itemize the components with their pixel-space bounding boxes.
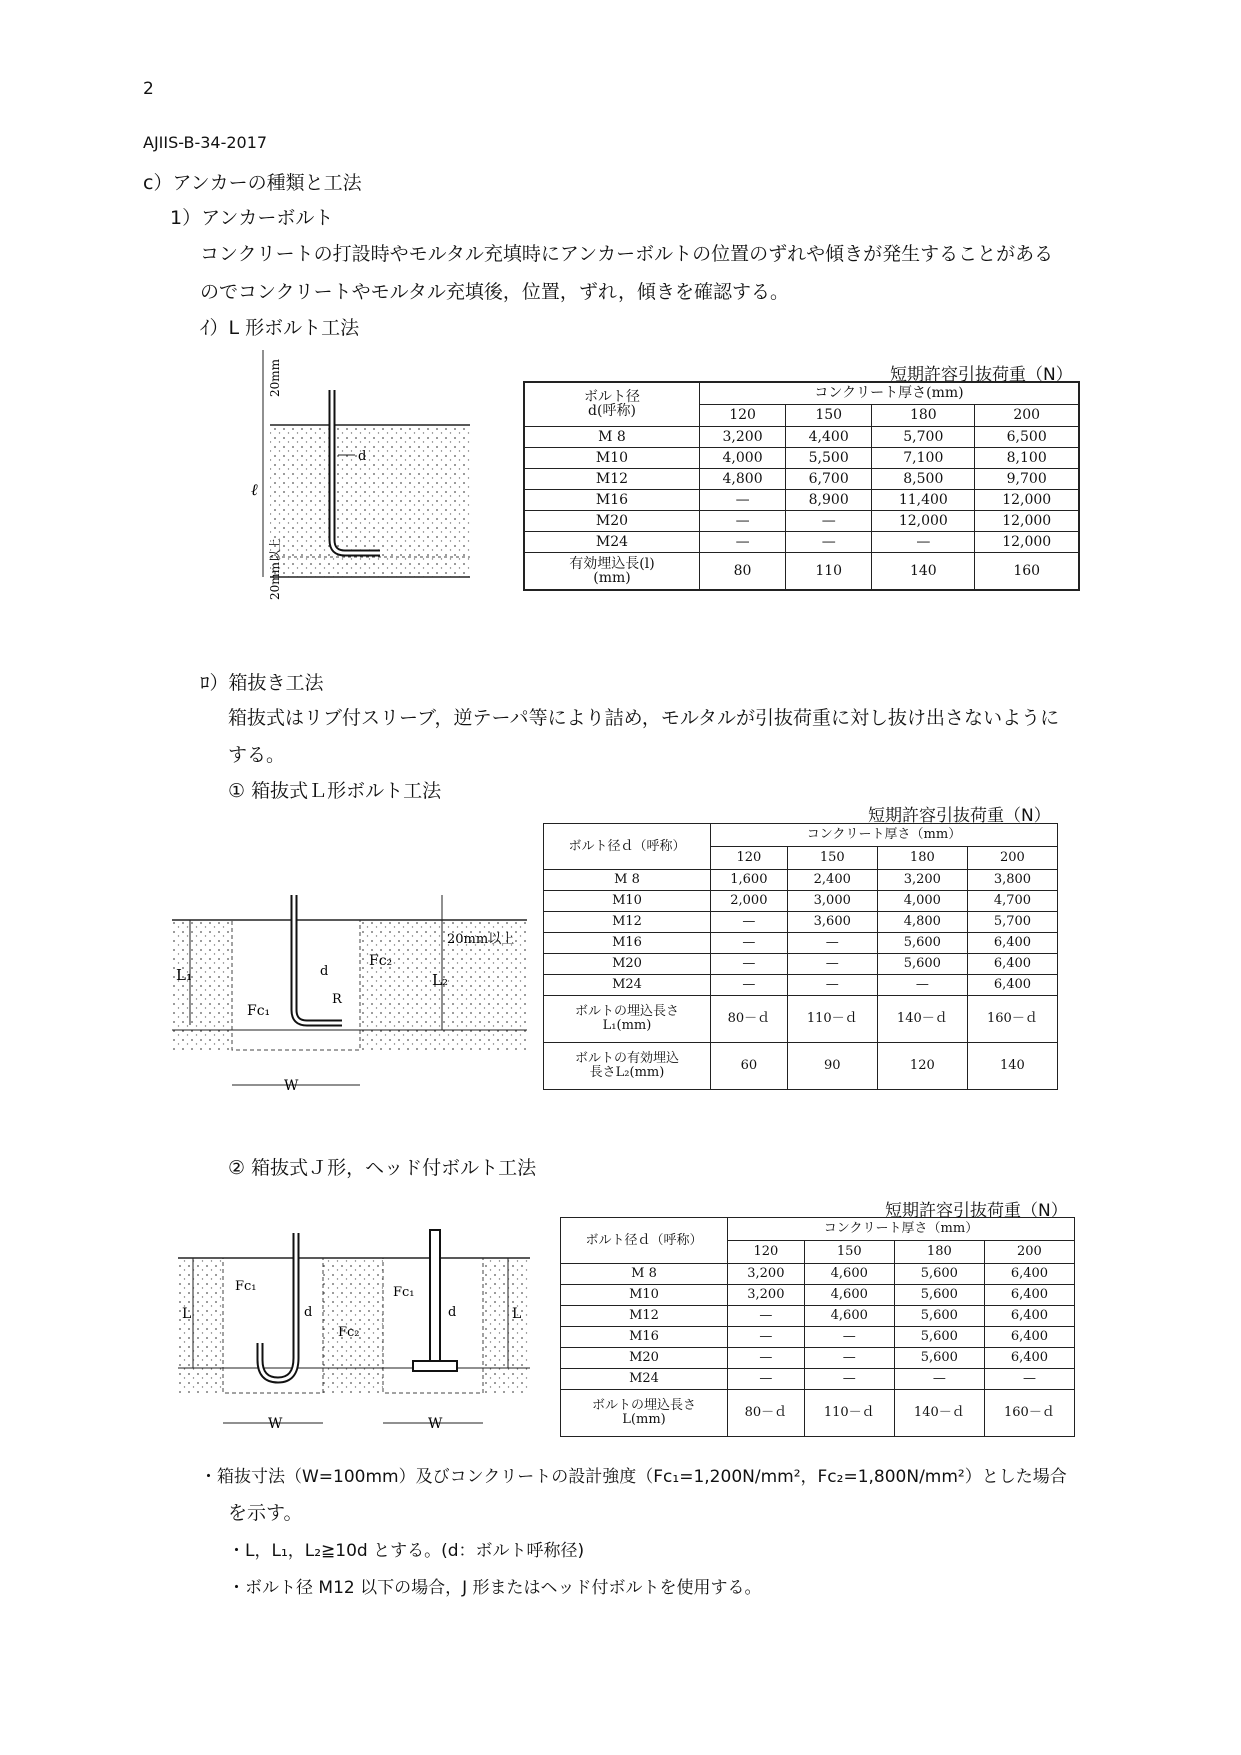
table3-cell: 6,400 <box>984 1306 1074 1327</box>
table1-cell: M 8 <box>524 426 700 447</box>
table2-cell: 5,600 <box>877 933 967 954</box>
table2-cell: M 8 <box>544 870 711 891</box>
table1-group-header: コンクリート厚さ(mm) <box>700 382 1080 404</box>
table1-col-header: 180 <box>872 404 975 426</box>
note-line: ・L，L₁，L₂≧10d とする。(d：ボルト呼称径) <box>228 1541 585 1561</box>
table1-cell: — <box>700 489 786 510</box>
table2-cell: — <box>711 975 788 996</box>
table3-cell: 3,200 <box>728 1264 805 1285</box>
table1-cell: 8,100 <box>975 447 1079 468</box>
table2-foot-cell: 160－ｄ <box>967 996 1057 1043</box>
table1-cell: — <box>700 531 786 552</box>
paragraph-line: コンクリートの打設時やモルタル充填時にアンカーボルトの位置のずれや傾きが発生することがある <box>200 243 1054 265</box>
l2-label: L₂ <box>432 971 448 989</box>
table1-row <box>524 468 1079 489</box>
table3-bolt-header: ボルト径ｄ（呼称） <box>561 1218 728 1264</box>
table1-row <box>524 426 1079 447</box>
table2-cell: 2,000 <box>711 891 788 912</box>
table2-cell: 4,800 <box>877 912 967 933</box>
table2-cell: — <box>877 975 967 996</box>
table2-row <box>544 912 1058 933</box>
radius-label: R <box>332 992 342 1007</box>
boxout-l-bolt-figure <box>172 875 532 1105</box>
table1-row <box>524 447 1079 468</box>
table3-cell: 4,600 <box>804 1285 894 1306</box>
table1-cell: 4,000 <box>700 447 786 468</box>
table3-cell: 4,600 <box>804 1264 894 1285</box>
table2-cell: 3,600 <box>787 912 877 933</box>
table3 <box>560 1217 1075 1437</box>
table1-cell: 12,000 <box>872 510 975 531</box>
bottom-dim-label: 20mm以上 <box>268 537 282 600</box>
table2-title: 短期許容引抜荷重（N） <box>868 806 1051 826</box>
table3-col-header: 200 <box>984 1241 1074 1264</box>
table3-cell: — <box>984 1369 1074 1390</box>
table3-col-header: 120 <box>728 1241 805 1264</box>
table1-foot-cell: 140 <box>872 552 975 590</box>
diameter-label: d <box>358 449 367 464</box>
table2-foot-cell: 120 <box>877 1043 967 1090</box>
table1-cell: 12,000 <box>975 489 1079 510</box>
table2-cell: 4,000 <box>877 891 967 912</box>
length-label: ℓ <box>251 480 258 499</box>
fc2-label: Fc₂ <box>369 953 393 969</box>
method-heading: ﾛ）箱抜き工法 <box>200 672 324 694</box>
fc2-label: Fc₂ <box>338 1325 360 1340</box>
table3-cell: M 8 <box>561 1264 728 1285</box>
table1-title: 短期許容引抜荷重（N） <box>890 365 1073 385</box>
table3-cell: 3,200 <box>728 1285 805 1306</box>
table2-cell: — <box>711 933 788 954</box>
table3-cell: M20 <box>561 1348 728 1369</box>
table2-cell: — <box>787 975 877 996</box>
table3-cell: 5,600 <box>894 1306 984 1327</box>
fc1-label: Fc₁ <box>235 1279 257 1294</box>
table1-cell: 6,500 <box>975 426 1079 447</box>
table1-cell: 3,200 <box>700 426 786 447</box>
table2-cell: 6,400 <box>967 954 1057 975</box>
table2-cell: 3,000 <box>787 891 877 912</box>
method-heading: ｲ）L 形ボルト工法 <box>200 317 360 339</box>
table3-cell: 5,600 <box>894 1264 984 1285</box>
table1-cell: 8,500 <box>872 468 975 489</box>
table2-bolt-header: ボルト径ｄ（呼称） <box>544 824 711 870</box>
table1-cell: M10 <box>524 447 700 468</box>
note-line: を示す。 <box>228 1502 303 1524</box>
table2-row <box>544 954 1058 975</box>
table2-row <box>544 975 1058 996</box>
table1-cell: — <box>786 531 872 552</box>
table3-row <box>561 1369 1075 1390</box>
table2-row <box>544 933 1058 954</box>
table3-cell: — <box>894 1369 984 1390</box>
table1-cell: 11,400 <box>872 489 975 510</box>
table2-cell: 1,600 <box>711 870 788 891</box>
table1-cell: 4,800 <box>700 468 786 489</box>
top-dim-label: 20mm以上 <box>447 932 515 947</box>
paragraph-line: 箱抜式はリブ付スリーブ，逆テーパ等により詰め，モルタルが引抜荷重に対し抜け出さないように <box>228 707 1060 729</box>
table1-cell: M12 <box>524 468 700 489</box>
table1-cell: 7,100 <box>872 447 975 468</box>
table3-row <box>561 1327 1075 1348</box>
table2-cell: M20 <box>544 954 711 975</box>
table3-cell: — <box>804 1369 894 1390</box>
width-label: W <box>268 1416 283 1432</box>
table3-foot-cell: 80－ｄ <box>728 1390 805 1437</box>
table2-cell: 5,700 <box>967 912 1057 933</box>
paragraph-line: する。 <box>228 744 286 766</box>
table3-cell: M16 <box>561 1327 728 1348</box>
table2-col-header: 120 <box>711 847 788 870</box>
table2-cell: — <box>787 954 877 975</box>
l1-label: L₁ <box>176 966 192 984</box>
subsection-heading: 1）アンカーボルト <box>170 207 334 229</box>
table1-cell: 5,700 <box>872 426 975 447</box>
table3-cell: 4,600 <box>804 1306 894 1327</box>
table3-foot-cell: 110－ｄ <box>804 1390 894 1437</box>
table1-cell: — <box>872 531 975 552</box>
width-label: W <box>284 1078 299 1094</box>
table1-row <box>524 510 1079 531</box>
table2-cell: — <box>711 954 788 975</box>
diameter-label: d <box>448 1305 457 1320</box>
table2-foot-cell: 60 <box>711 1043 788 1090</box>
table2-cell: 6,400 <box>967 975 1057 996</box>
bolt-head-plate <box>413 1361 457 1371</box>
table2-foot-cell: 140 <box>967 1043 1057 1090</box>
fc1-label: Fc₁ <box>393 1285 415 1300</box>
table1-cell: 5,500 <box>786 447 872 468</box>
table3-cell: M10 <box>561 1285 728 1306</box>
table2-cell: M12 <box>544 912 711 933</box>
table3-cell: — <box>804 1348 894 1369</box>
table1-cell: — <box>786 510 872 531</box>
fc1-label: Fc₁ <box>247 1003 271 1019</box>
paragraph-line: のでコンクリートやモルタル充填後，位置，ずれ，傾きを確認する。 <box>200 281 790 303</box>
table1-row <box>524 489 1079 510</box>
table2-cell: 5,600 <box>877 954 967 975</box>
table3-row <box>561 1264 1075 1285</box>
table3-col-header: 180 <box>894 1241 984 1264</box>
table3-cell: — <box>728 1348 805 1369</box>
table2-cell: 2,400 <box>787 870 877 891</box>
table2-foot-label: ボルトの埋込長さ L₁(mm) <box>544 996 711 1043</box>
table2-cell: M10 <box>544 891 711 912</box>
table1-row <box>524 531 1079 552</box>
table3-cell: 6,400 <box>984 1264 1074 1285</box>
table2-cell: M24 <box>544 975 711 996</box>
table2-cell: — <box>711 912 788 933</box>
item-heading: ① 箱抜式Ｌ形ボルト工法 <box>228 780 442 802</box>
table2-cell: 3,800 <box>967 870 1057 891</box>
table1-foot-cell: 80 <box>700 552 786 590</box>
table3-foot-label: ボルトの埋込長さ L(mm) <box>561 1390 728 1437</box>
table1-foot-cell: 160 <box>975 552 1079 590</box>
table2-foot-cell: 140－ｄ <box>877 996 967 1043</box>
table2-cell: — <box>787 933 877 954</box>
table2-foot-cell: 90 <box>787 1043 877 1090</box>
table3-row <box>561 1285 1075 1306</box>
table1-foot-label: 有効埋込長(l) (mm) <box>524 552 700 590</box>
table1-foot-cell: 110 <box>786 552 872 590</box>
table2-foot-cell: 110－ｄ <box>787 996 877 1043</box>
table2-cell: 3,200 <box>877 870 967 891</box>
table3-cell: 6,400 <box>984 1285 1074 1306</box>
table1 <box>523 381 1080 591</box>
table3-cell: — <box>728 1306 805 1327</box>
table1-bolt-header: ボルト径 d(呼称) <box>524 382 700 426</box>
table1-cell: — <box>700 510 786 531</box>
note-line: ・ボルト径 M12 以下の場合，J 形またはヘッド付ボルトを使用する。 <box>228 1578 762 1598</box>
table3-col-header: 150 <box>804 1241 894 1264</box>
headed-bolt-shape <box>430 1230 440 1368</box>
length-label: L <box>182 1306 192 1322</box>
table3-cell: 5,600 <box>894 1285 984 1306</box>
table2 <box>543 823 1058 1090</box>
table1-col-header: 200 <box>975 404 1079 426</box>
table3-title: 短期許容引抜荷重（N） <box>885 1201 1068 1221</box>
diameter-label: d <box>320 964 329 979</box>
table2-cell: 4,700 <box>967 891 1057 912</box>
table2-group-header: コンクリート厚さ（mm） <box>711 824 1058 847</box>
width-label: W <box>428 1416 443 1432</box>
table2-col-header: 180 <box>877 847 967 870</box>
table1-cell: 12,000 <box>975 510 1079 531</box>
table1-cell: 8,900 <box>786 489 872 510</box>
table1-cell: 12,000 <box>975 531 1079 552</box>
length-label: L <box>512 1306 522 1322</box>
table3-foot-cell: 140－ｄ <box>894 1390 984 1437</box>
table3-cell: M24 <box>561 1369 728 1390</box>
table2-row <box>544 891 1058 912</box>
boxout-j-headed-figure <box>178 1218 533 1443</box>
table3-cell: 6,400 <box>984 1327 1074 1348</box>
table2-col-header: 150 <box>787 847 877 870</box>
table3-cell: M12 <box>561 1306 728 1327</box>
table2-foot-cell: 80－ｄ <box>711 996 788 1043</box>
table1-col-header: 150 <box>786 404 872 426</box>
table2-foot-label: ボルトの有効埋込 長さL₂(mm) <box>544 1043 711 1090</box>
table1-col-header: 120 <box>700 404 786 426</box>
section-heading: c）アンカーの種類と工法 <box>143 172 362 194</box>
l-bolt-figure <box>251 345 475 605</box>
table3-cell: — <box>728 1369 805 1390</box>
table3-row <box>561 1306 1075 1327</box>
table1-cell: 4,400 <box>786 426 872 447</box>
table3-foot-cell: 160－ｄ <box>984 1390 1074 1437</box>
table3-cell: 5,600 <box>894 1327 984 1348</box>
diameter-label: d <box>304 1305 313 1320</box>
table2-cell: 6,400 <box>967 933 1057 954</box>
top-dim-label: 20mm <box>268 358 282 397</box>
document-code: AJIIS-B-34-2017 <box>143 133 268 152</box>
table3-cell: — <box>728 1327 805 1348</box>
table3-row <box>561 1348 1075 1369</box>
table1-cell: M20 <box>524 510 700 531</box>
table3-cell: 5,600 <box>894 1348 984 1369</box>
table1-cell: M16 <box>524 489 700 510</box>
page-number: 2 <box>143 79 154 99</box>
note-line: ・箱抜寸法（W=100mm）及びコンクリートの設計強度（Fc₁=1,200N/mm²，Fc₂=1,800N/mm²）とした場合 <box>200 1467 1067 1487</box>
table1-cell: 9,700 <box>975 468 1079 489</box>
table3-cell: 6,400 <box>984 1348 1074 1369</box>
item-heading: ② 箱抜式Ｊ形，ヘッド付ボルト工法 <box>228 1157 537 1179</box>
table1-cell: 6,700 <box>786 468 872 489</box>
table3-group-header: コンクリート厚さ（mm） <box>728 1218 1075 1241</box>
table2-row <box>544 870 1058 891</box>
table2-cell: M16 <box>544 933 711 954</box>
table1-cell: M24 <box>524 531 700 552</box>
table2-col-header: 200 <box>967 847 1057 870</box>
table3-cell: — <box>804 1327 894 1348</box>
